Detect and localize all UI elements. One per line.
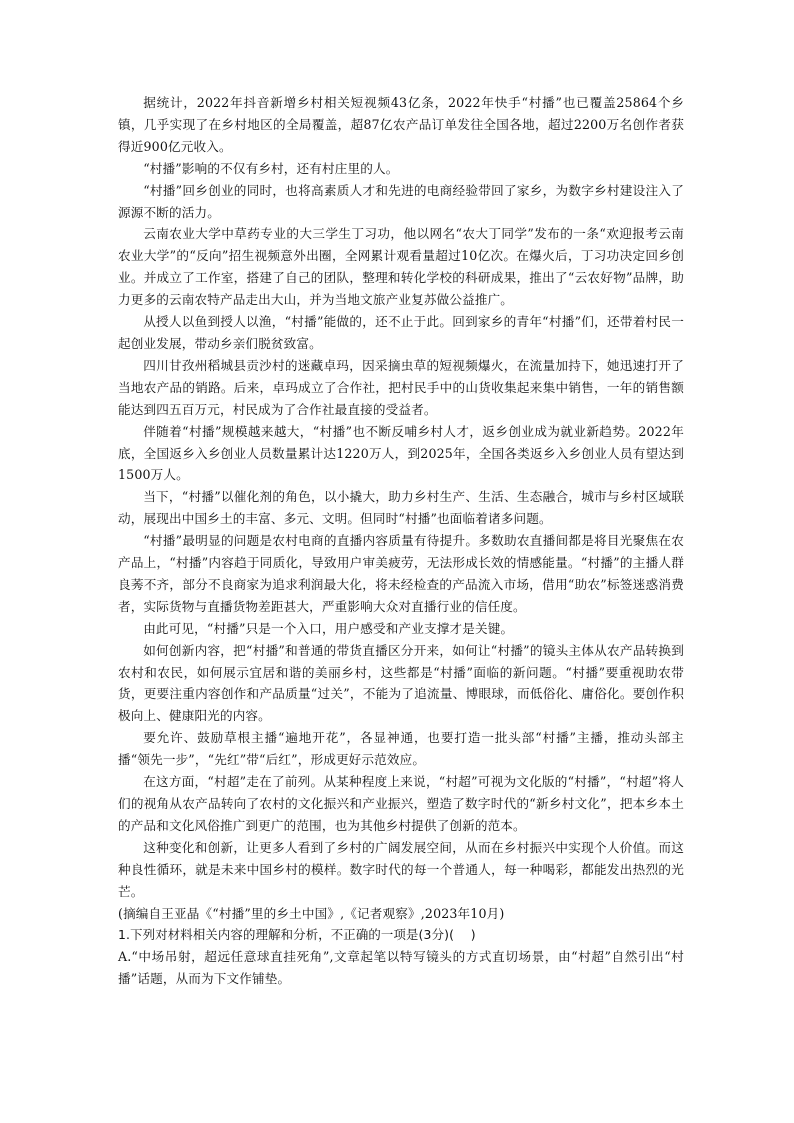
paragraph-return-home: “村播”回乡创业的同时，也将高素质人才和先进的电商经验带回了家乡，为数字乡村建设注入了源源不断的活力。 [118,182,684,220]
paragraph-entry-point: 由此可见，“村播”只是一个入口，用户感受和产业支撑才是关键。 [143,620,514,636]
source-citation: (摘编自王亚晶《“村播”里的乡土中国》,《记者观察》,2023年10月) [118,905,505,921]
paragraph-cunchao: 在这方面，“村超”走在了前列。从某种程度上来说，“村超”可视为文化版的“村播”，“村超”将人们的视角从农产品转向了农村的文化振兴和产业振兴，塑造了数字时代的“新乡村文化”，把本乡本土的产品和文化风俗推广到更广的范围，也为其他乡村提供了创新的范本。 [118,774,684,833]
paragraph-scale-growth: 伴随着“村播”规模越来越大，“村播”也不断反哺乡村人才，返乡创业成为就业新趋势。2022年底，全国返乡入乡创业人员数量累计达1220万人，到2025年，全国各类返乡入乡创业人员有望达到1500万人。 [118,423,684,483]
paragraph-innovation: 如何创新内容，把“村播”和普通的带货直播区分开来，如何让“村播”的镜头主体从农产品转换到农村和农民，如何展示宜居和谐的美丽乡村，这些都是“村播”面临的新问题。“村播”要重视助农带货，更要注重内容创作和产品质量“过关”，不能为了追流量、博眼球，而低俗化、庸俗化。要创作积极向上、健康阳光的内容。 [118,642,684,724]
paragraph-conclusion: 这种变化和创新，让更多人看到了乡村的广阔发展空间，从而在乡村振兴中实现个人价值。而这种良性循环，就是未来中国乡村的模样。数字时代的每一个普通人，每一种喝彩，都能发出热烈的光芒。 [118,839,684,899]
paragraph-problems: “村播”最明显的问题是农村电商的直播内容质量有待提升。多数助农直播间都是将目光聚焦在农产品上，“村播”内容趋于同质化，导致用户审美疲劳，无法形成长效的情感能量。“村播”的主播人群良莠不齐，部分不良商家为追求利润最大化，将未经检查的产品流入市场，借用“助农”标签迷惑消费者，实际货物与直播货物差距甚大，严重影响大众对直播行业的信任度。 [118,533,684,614]
paragraph-influence: “村播”影响的不仅有乡村，还有村庄里的人。 [143,160,399,176]
question-stem: 1.下列对材料相关内容的理解和分析，不正确的一项是(3分)( ) [118,927,476,943]
document-page [118,92,684,990]
paragraph-teach-to-fish: 从授人以鱼到授人以渔，“村播”能做的，还不止于此。回到家乡的青年“村播”们，还带着村民一起创业发展，带动乡亲们脱贫致富。 [118,314,684,351]
paragraph-zhuoma: 四川甘孜州稻城县贡沙村的迷藏卓玛，因采摘虫草的短视频爆火，在流量加持下，她迅速打开了当地农产品的销路。后来，卓玛成立了合作社，把村民手中的山货收集起来集中销售，一年的销售额能达到四五百万元，村民成为了合作社最直接的受益者。 [118,357,684,417]
paragraph-catalyst: 当下，“村播”以催化剂的角色，以小撬大，助力乡村生产、生活、生态融合，城市与乡村区域联动，展现出中国乡土的丰富、多元、文明。但同时“村播”也面临着诸多问题。 [118,489,684,527]
paragraph-ding-xigong: 云南农业大学中草药专业的大三学生丁习功，他以网名“农大丁同学”发布的一条“欢迎报考云南农业大学”的“反向”招生视频意外出圈，全网累计观看量超过10亿次。在爆火后，丁习功决定回乡创业。并成立了工作室，搭建了自己的团队，整理和转化学校的科研成果，推出了“云农好物”品牌，助力更多的云南农特产品走出大山，并为当地文旅产业复苏做公益推广。 [118,226,684,308]
paragraph-grassroots: 要允许、鼓励草根主播“遍地开花”，各显神通，也要打造一批头部“村播”主播，推动头部主播“领先一步”，“先红”带“后红”，形成更好示范效应。 [118,730,684,768]
paragraph-statistics: 据统计，2022年抖音新增乡村相关短视频43亿条，2022年快手“村播”也已覆盖25864个乡镇，几乎实现了在乡村地区的全局覆盖，超87亿农产品订单发往全国各地，超过2200万名创作者获得近900亿元收入。 [118,95,684,154]
question-option-a: A.“中场吊射，超远任意球直挂死角”,文章起笔以特写镜头的方式直切场景，由“村超”自然引出“村播”话题，从而为下文作铺垫。 [118,949,684,987]
